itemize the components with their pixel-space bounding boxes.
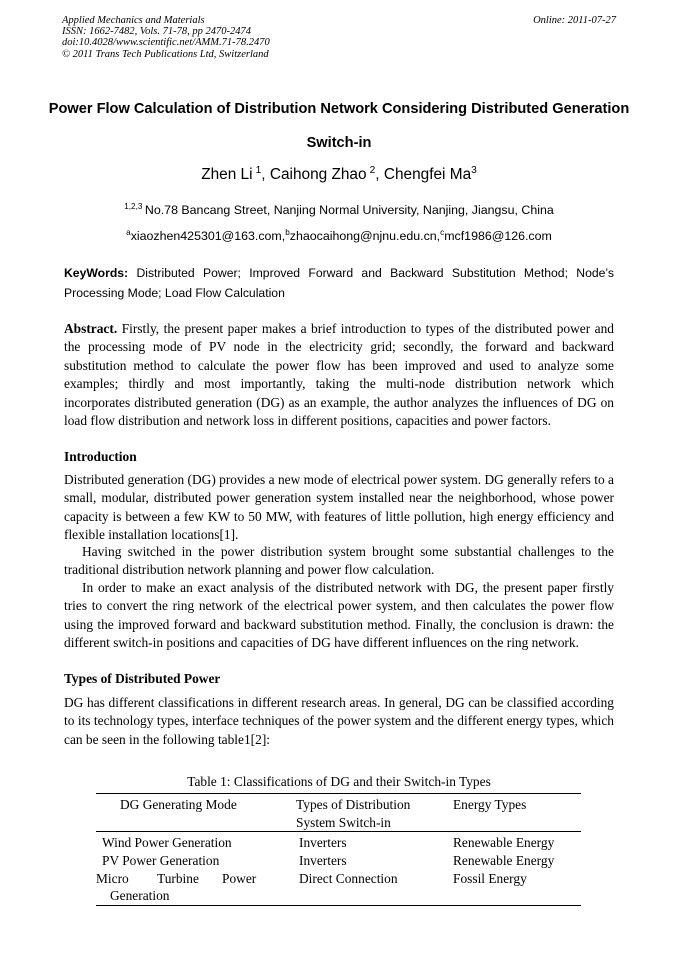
email-sup: b [285, 228, 290, 238]
table-caption: Table 1: Classifications of DG and their Switch-in Types [187, 774, 491, 789]
abstract [64, 320, 614, 430]
intro-paragraph-2: Having switched in the power distribution system brought some substantial challenges to the traditional distribution network planning and power flow calculation. [64, 544, 614, 578]
types-paragraph: DG has different classifications in different research areas. In general, DG can be classified according to its technology types, interface techniques of the power system and the different energy types, which can be seen in the following table1[2]: [64, 695, 614, 747]
email-link[interactable]: zhaocaihong@njnu.edu.cn [289, 229, 437, 243]
table-bottom-rule [96, 905, 581, 906]
doi: doi:10.4028/www.scientific.net/AMM.71-78.2470 [62, 37, 270, 49]
intro-paragraph-3: In order to make an exact analysis of the distributed network with DG, the present paper firstly tries to convert the ring network of the electrical power system, and then calculates the power flow using the improved forward and backward substitution method. Finally, the conclusion is drawn: the different switch-in positions and capacities of DG have different influences on the ring network. [64, 580, 614, 651]
table-cell-switch: Inverters [299, 835, 347, 850]
keywords-text: Distributed Power; Improved Forward and Backward Substitution Method; Node’s Processing Mode; Load Flow Calculation [64, 266, 614, 300]
email-sup: a [126, 228, 131, 238]
author-name: Chengfei Ma [383, 166, 472, 183]
keywords [64, 263, 614, 303]
table-cell-energy: Fossil Energy [453, 871, 527, 886]
abstract-label: Abstract. [64, 321, 118, 336]
email-sup: c [440, 228, 445, 238]
keywords-label: KeyWords: [64, 266, 129, 280]
affiliation-sup: 1,2,3 [124, 202, 143, 212]
email-link[interactable]: xiaozhen425301@163.com [130, 229, 282, 243]
abstract-text: Firstly, the present paper makes a brief introduction to types of the distributed power and the processing mode of PV node in the electricity grid; secondly, the forward and backward substitution method to calculate the power flow has been improved and used to analyze some examples; thirdly and most importantly, taking the multi-node distribution network which incorporates distributed generation (DG) as an example, the author analyzes the influences of DG on load flow distribution and network loss in different positions, capacities and power factors. [64, 321, 614, 429]
affiliation-text: No.78 Bancang Street, Nanjing Normal University, Nanjing, Jiangsu, China [144, 203, 554, 217]
author-name: Zhen Li [201, 166, 253, 183]
issn: ISSN: 1662-7482, Vols. 71-78, pp 2470-2474 [62, 26, 251, 38]
paper-title: Power Flow Calculation of Distribution Network Considering Distributed Generation Switch-in [48, 101, 630, 151]
table-header-energy: Energy Types [453, 797, 527, 812]
author-name: Caihong Zhao [269, 166, 367, 183]
email-sep: , [436, 229, 441, 243]
email-list [0, 229, 678, 243]
journal-header [62, 15, 270, 60]
affiliation [0, 203, 678, 217]
author-sup: 3 [471, 164, 477, 176]
table-top-rule [96, 793, 581, 794]
table-cell-mode-word: Turbine [157, 871, 199, 886]
table-cell-switch: Inverters [299, 853, 347, 868]
table-cell-energy: Renewable Energy [453, 835, 555, 850]
types-heading: Types of Distributed Power [64, 671, 221, 686]
intro-paragraph-1: Distributed generation (DG) provides a new mode of electrical power system. DG generally refers to a small, modular, distributed power generation system installed near the neighborhood, whose power capacity is between a few KW to 50 MW, with features of little pollution, high energy efficiency and flexible installation locations[1]. [64, 472, 614, 543]
table-header-rule [96, 831, 581, 832]
copyright: © 2011 Trans Tech Publications Ltd, Switzerland [62, 48, 269, 60]
table-cell-mode-line2: Generation [110, 888, 170, 903]
table-cell-mode: PV Power Generation [102, 853, 220, 868]
table-header-switch [296, 796, 410, 831]
author-sep: , [261, 166, 270, 183]
author-list [0, 166, 678, 184]
author-sup: 1 [255, 164, 262, 176]
table-header-switch-line1: Types of Distribution [296, 797, 411, 812]
table-cell-mode: Wind Power Generation [102, 835, 232, 850]
table-header-switch-line2: System Switch-in [296, 814, 391, 830]
email-sep: , [281, 229, 286, 243]
table-cell-energy: Renewable Energy [453, 853, 555, 868]
author-sep: , [375, 166, 384, 183]
table-cell-mode-word: Power [222, 871, 257, 886]
introduction-heading: Introduction [64, 449, 137, 464]
journal-name: Applied Mechanics and Materials [62, 15, 205, 26]
author-sup: 2 [369, 164, 376, 176]
online-date: Online: 2011-07-27 [533, 15, 616, 26]
table-header-mode: DG Generating Mode [120, 797, 237, 812]
table-cell-mode-word: Micro [96, 871, 129, 886]
table-cell-switch: Direct Connection [299, 871, 398, 886]
email-link[interactable]: mcf1986@126.com [444, 229, 552, 243]
